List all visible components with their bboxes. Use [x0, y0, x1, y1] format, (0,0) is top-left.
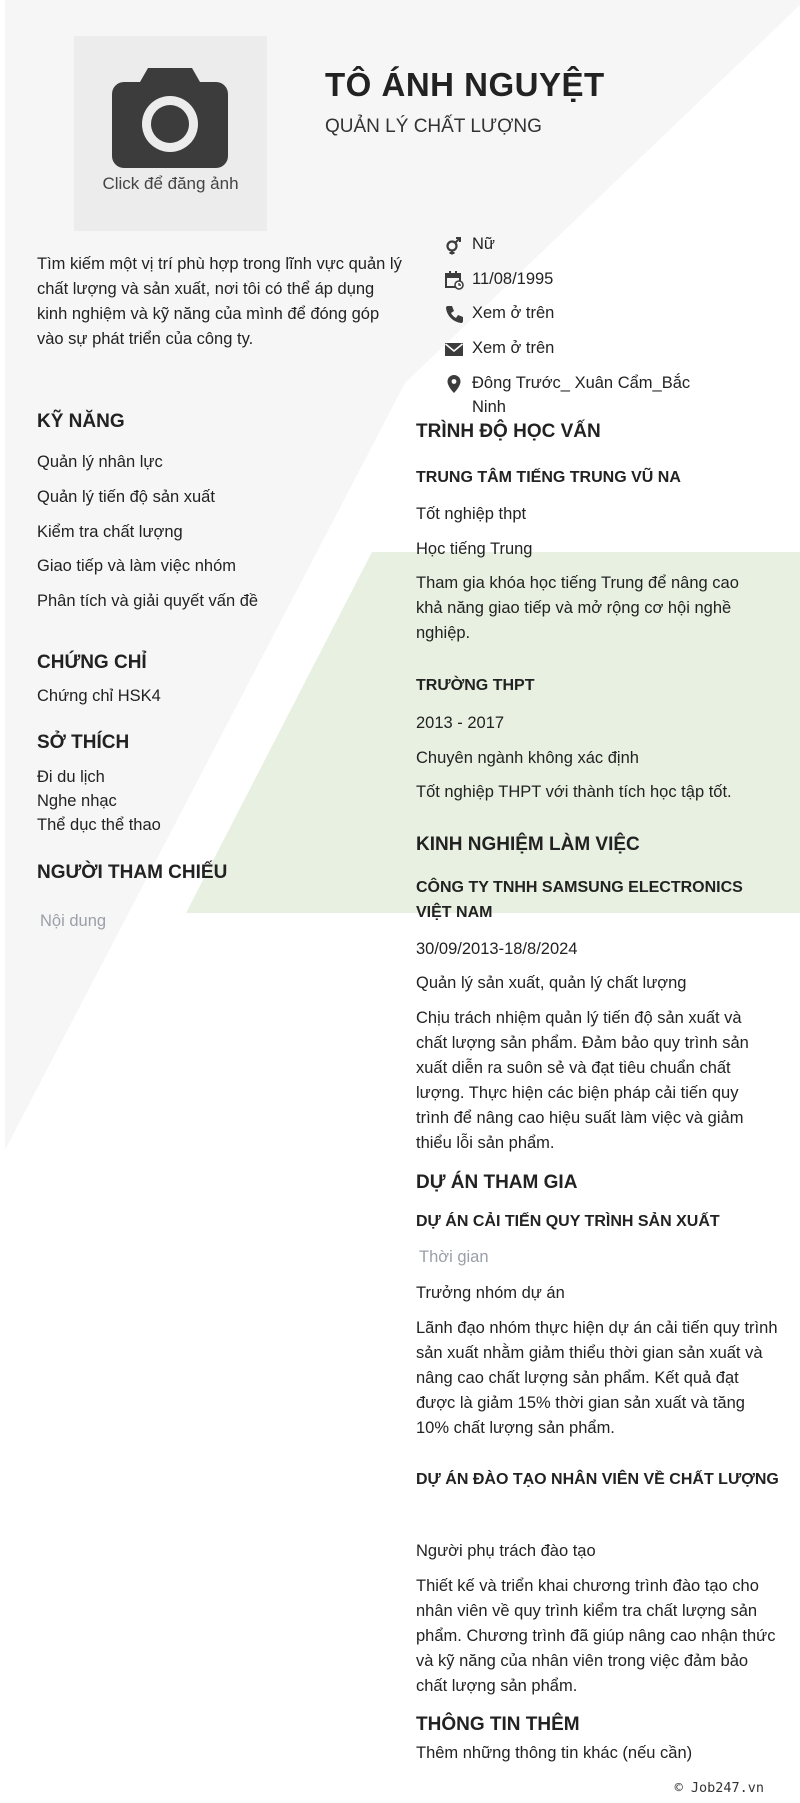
experience-period: 30/09/2013-18/8/2024	[416, 940, 578, 958]
additional-heading: THÔNG TIN THÊM	[416, 1714, 580, 1735]
job-title: QUẢN LÝ CHẤT LƯỢNG	[325, 116, 542, 137]
references-heading: NGƯỜI THAM CHIẾU	[37, 862, 228, 883]
photo-upload-box[interactable]	[74, 36, 267, 231]
experience-company-line-2: VIỆT NAM	[416, 904, 493, 921]
hobbies-heading: SỞ THÍCH	[37, 732, 130, 753]
phone-icon	[444, 304, 464, 324]
candidate-name: TÔ ÁNH NGUYỆT	[325, 66, 605, 103]
skills-heading: KỸ NĂNG	[37, 411, 125, 432]
experience-description: Chịu trách nhiệm quản lý tiến độ sản xuất và chất lượng sản phẩm. Đảm bảo quy trình sản xuất diễn ra suôn sẻ và đạt tiêu chuẩn chất lượng. Thực hiện các biện pháp cải tiến quy trình để nâng cao hiệu suất làm việc và giảm thiểu lỗi sản phẩm.	[416, 1009, 749, 1152]
location-icon	[444, 374, 464, 394]
hobby-item: Thể dục thể thao	[37, 816, 161, 834]
education-heading: TRÌNH ĐỘ HỌC VẤN	[416, 421, 601, 442]
project-description: Thiết kế và triển khai chương trình đào tạo cho nhân viên về quy trình kiểm tra chất lượng sản phẩm. Chương trình đã giúp nâng cao nhận thức và kỹ năng của nhân viên trong việc đảm bảo chất lượng sản phẩm.	[416, 1577, 776, 1695]
phone-row	[472, 301, 732, 325]
skill-item: Giao tiếp và làm việc nhóm	[37, 557, 237, 575]
skill-item: Quản lý nhân lực	[37, 453, 163, 471]
project-time-placeholder[interactable]: Thời gian	[419, 1248, 489, 1266]
skill-item: Kiểm tra chất lượng	[37, 523, 183, 541]
additional-text: Thêm những thông tin khác (nếu cần)	[416, 1744, 693, 1762]
experience-heading: KINH NGHIỆM LÀM VIỆC	[416, 834, 640, 855]
career-objective: Tìm kiếm một vị trí phù hợp trong lĩnh vực quản lý chất lượng và sản xuất, nơi tôi có thể áp dụng kinh nghiệm và kỹ năng của mình để đóng góp vào sự phát triển của công ty.	[37, 255, 402, 348]
address-row	[472, 371, 732, 419]
skill-item: Phân tích và giải quyết vấn đề	[37, 592, 259, 610]
gender-value: Nữ	[472, 235, 495, 253]
education-period: 2013 - 2017	[416, 714, 505, 732]
skill-item: Quản lý tiến độ sản xuất	[37, 488, 215, 506]
projects-heading: DỰ ÁN THAM GIA	[416, 1172, 578, 1193]
hobby-item: Đi du lịch	[37, 768, 105, 786]
email-row	[472, 336, 732, 360]
dob-value: 11/08/1995	[472, 270, 554, 288]
education-school: TRUNG TÂM TIẾNG TRUNG VŨ NA	[416, 469, 681, 486]
address-line-2: Ninh	[472, 398, 506, 416]
gender-icon	[444, 235, 464, 255]
photo-caption: Click để đăng ảnh	[102, 174, 239, 193]
project-role: Người phụ trách đào tạo	[416, 1542, 596, 1560]
references-placeholder[interactable]: Nội dung	[40, 912, 107, 930]
calendar-icon	[444, 270, 464, 290]
project-name: DỰ ÁN ĐÀO TẠO NHÂN VIÊN VỀ CHẤT LƯỢNG	[416, 1471, 779, 1488]
camera-icon	[112, 64, 228, 168]
email-value: Xem ở trên	[472, 339, 555, 357]
experience-company-line-1: CÔNG TY TNHH SAMSUNG ELECTRONICS	[416, 879, 743, 896]
phone-value: Xem ở trên	[472, 304, 555, 322]
education-major: Học tiếng Trung	[416, 540, 533, 558]
education-description: Tốt nghiệp THPT với thành tích học tập tốt.	[416, 783, 732, 801]
experience-position: Quản lý sản xuất, quản lý chất lượng	[416, 974, 687, 992]
education-major: Chuyên ngành không xác định	[416, 749, 639, 767]
dob-row	[472, 267, 732, 291]
certificates-heading: CHỨNG CHỈ	[37, 652, 147, 673]
gender-row	[472, 232, 732, 256]
education-period: Tốt nghiệp thpt	[416, 505, 527, 523]
hobby-item: Nghe nhạc	[37, 792, 117, 810]
project-role: Trưởng nhóm dự án	[416, 1284, 565, 1302]
project-description: Lãnh đạo nhóm thực hiện dự án cải tiến quy trình sản xuất nhằm giảm thiểu thời gian sản xuất và nâng cao chất lượng sản phẩm. Kết quả đạt được là giảm 15% thời gian sản xuất và tăng 10% chất lượng sản phẩm.	[416, 1319, 778, 1437]
project-name: DỰ ÁN CẢI TIẾN QUY TRÌNH SẢN XUẤT	[416, 1213, 720, 1230]
certificate-item: Chứng chỉ HSK4	[37, 687, 161, 705]
footer-watermark: © Job247.vn	[674, 1780, 764, 1796]
mail-icon	[444, 339, 464, 359]
education-school: TRƯỜNG THPT	[416, 677, 535, 694]
education-description: Tham gia khóa học tiếng Trung để nâng cao khả năng giao tiếp và mở rộng cơ hội nghề nghiệp.	[416, 574, 739, 642]
address-line-1: Đông Trước_ Xuân Cẩm_Bắc	[472, 374, 691, 392]
